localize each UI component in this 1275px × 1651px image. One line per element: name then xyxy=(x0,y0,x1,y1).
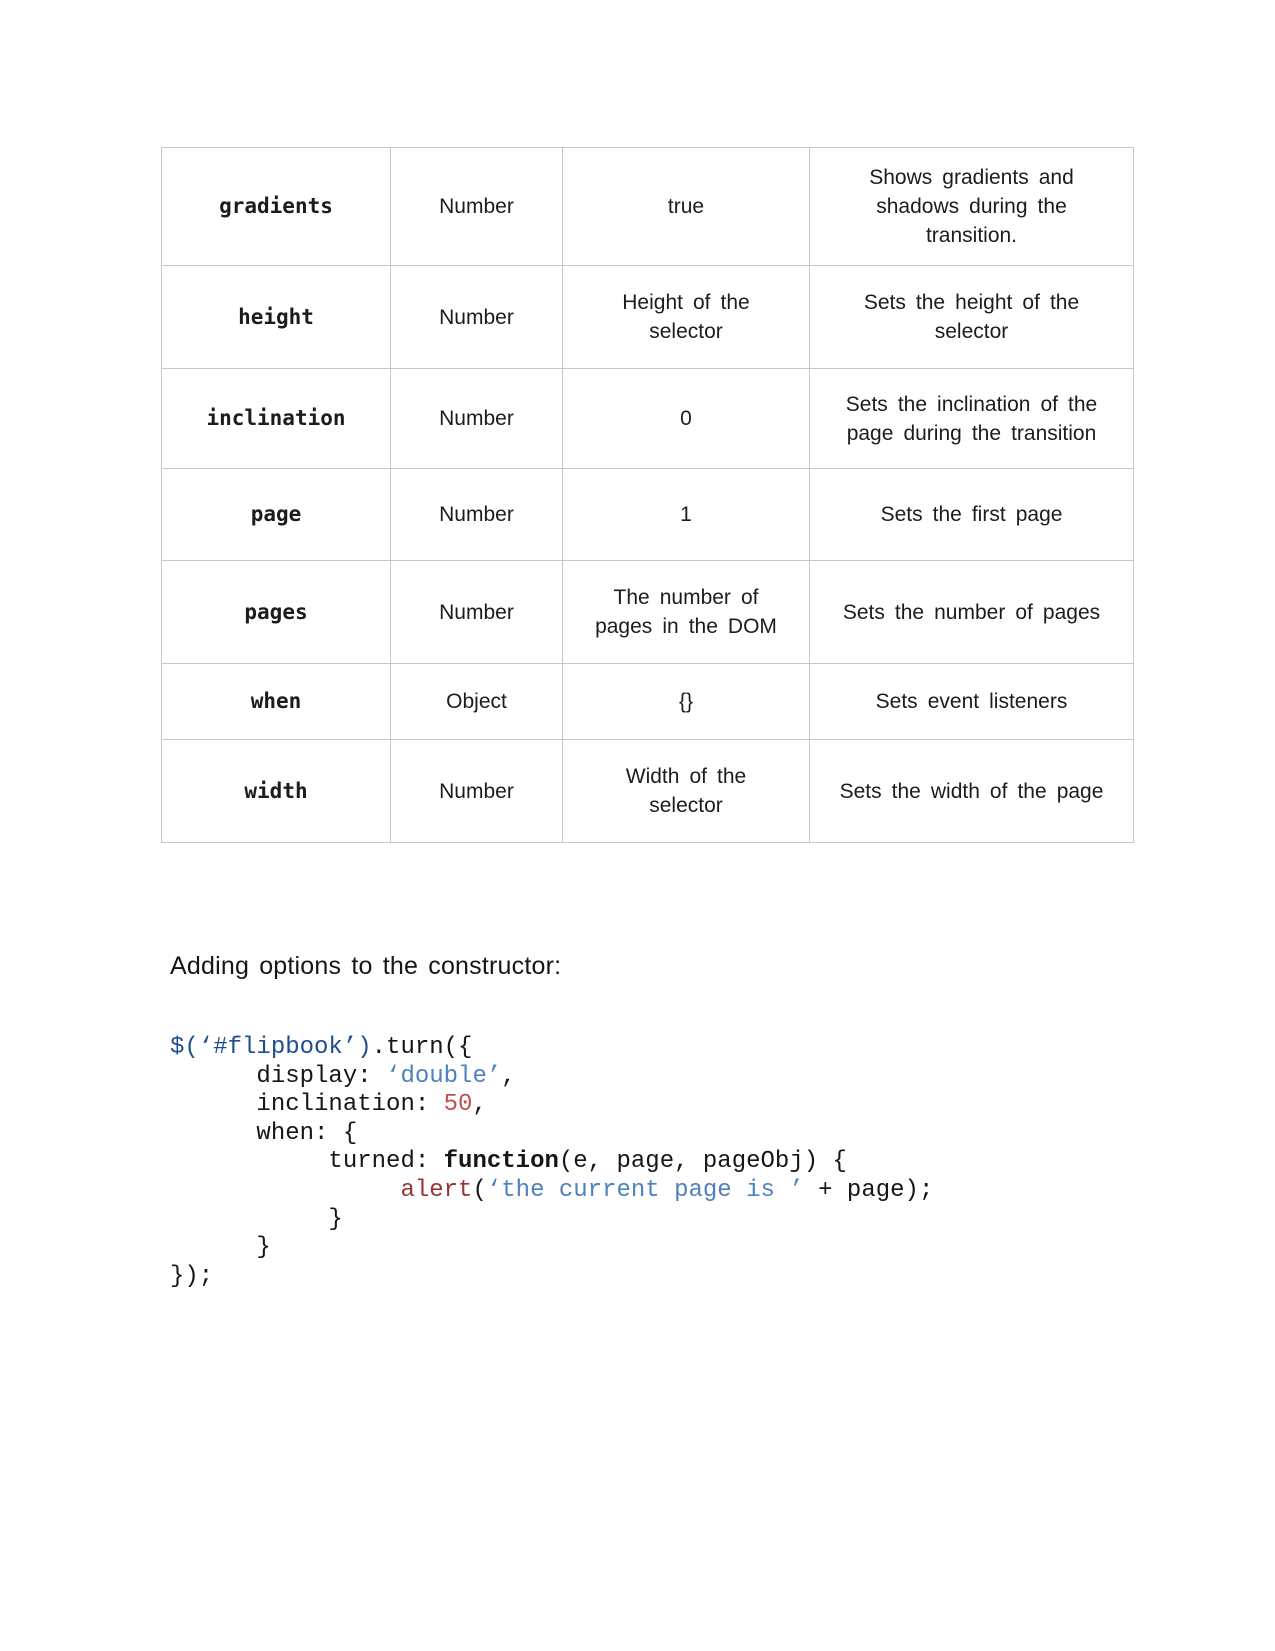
table-row xyxy=(162,469,1134,561)
code-token: inclination: xyxy=(170,1091,444,1119)
table-row xyxy=(162,740,1134,843)
code-token: , xyxy=(501,1062,516,1090)
option-name-cell: page xyxy=(162,469,391,561)
option-description-cell: Sets the inclination of the page during the transition xyxy=(810,369,1134,469)
code-token: (e, page, pageObj) { xyxy=(558,1148,847,1176)
code-line xyxy=(170,1063,933,1092)
option-type-cell: Number xyxy=(391,266,563,369)
option-name-cell: width xyxy=(162,740,391,843)
code-line xyxy=(170,1263,933,1292)
option-default-cell: true xyxy=(563,148,810,266)
option-name-cell: when xyxy=(162,664,391,740)
table-row xyxy=(162,148,1134,266)
option-name-cell: gradients xyxy=(162,148,391,266)
code-line xyxy=(170,1177,933,1206)
code-token: } xyxy=(170,1205,343,1233)
option-default-cell: 0 xyxy=(563,369,810,469)
option-default-cell: Width of the selector xyxy=(563,740,810,843)
option-name-cell: height xyxy=(162,266,391,369)
table-row xyxy=(162,664,1134,740)
code-line xyxy=(170,1091,933,1120)
code-token: $(‘#flipbook’) xyxy=(170,1034,372,1061)
code-token: .turn({ xyxy=(371,1034,473,1061)
option-name-cell: pages xyxy=(162,561,391,664)
option-default-cell: The number of pages in the DOM xyxy=(563,561,810,664)
options-table xyxy=(161,147,1134,843)
code-block xyxy=(170,1034,933,1291)
option-description-cell: Sets the number of pages xyxy=(810,561,1134,664)
option-name-cell: inclination xyxy=(162,369,391,469)
code-token: ( xyxy=(472,1176,487,1204)
code-token: 50 xyxy=(443,1091,473,1119)
code-token: ‘the current page is ’ xyxy=(486,1176,804,1204)
code-line xyxy=(170,1148,933,1177)
option-default-cell: 1 xyxy=(563,469,810,561)
code-token: } xyxy=(170,1234,271,1262)
option-description-cell: Sets the width of the page xyxy=(810,740,1134,843)
section-heading: Adding options to the constructor: xyxy=(170,952,562,980)
option-description-cell: Sets the height of the selector xyxy=(810,266,1134,369)
code-line xyxy=(170,1034,933,1063)
code-token: ‘double’ xyxy=(386,1062,502,1090)
option-default-cell: {} xyxy=(563,664,810,740)
code-token: function xyxy=(443,1148,559,1176)
option-type-cell: Number xyxy=(391,561,563,664)
option-type-cell: Number xyxy=(391,148,563,266)
table-body xyxy=(162,148,1134,843)
table-row xyxy=(162,369,1134,469)
option-type-cell: Number xyxy=(391,740,563,843)
option-type-cell: Object xyxy=(391,664,563,740)
code-line xyxy=(170,1206,933,1235)
code-token: display: xyxy=(170,1062,387,1090)
code-token: turned: xyxy=(170,1148,444,1176)
option-type-cell: Number xyxy=(391,369,563,469)
code-line xyxy=(170,1234,933,1263)
option-description-cell: Sets event listeners xyxy=(810,664,1134,740)
code-token: alert xyxy=(400,1176,473,1204)
code-token: when: { xyxy=(170,1119,358,1147)
table-row xyxy=(162,266,1134,369)
table-row xyxy=(162,561,1134,664)
code-token: + page); xyxy=(803,1176,934,1204)
option-description-cell: Sets the first page xyxy=(810,469,1134,561)
option-type-cell: Number xyxy=(391,469,563,561)
code-line xyxy=(170,1120,933,1149)
code-token: }); xyxy=(170,1262,214,1290)
code-token xyxy=(170,1177,400,1204)
code-token: , xyxy=(472,1091,487,1119)
option-description-cell: Shows gradients and shadows during the transition. xyxy=(810,148,1134,266)
option-default-cell: Height of the selector xyxy=(563,266,810,369)
